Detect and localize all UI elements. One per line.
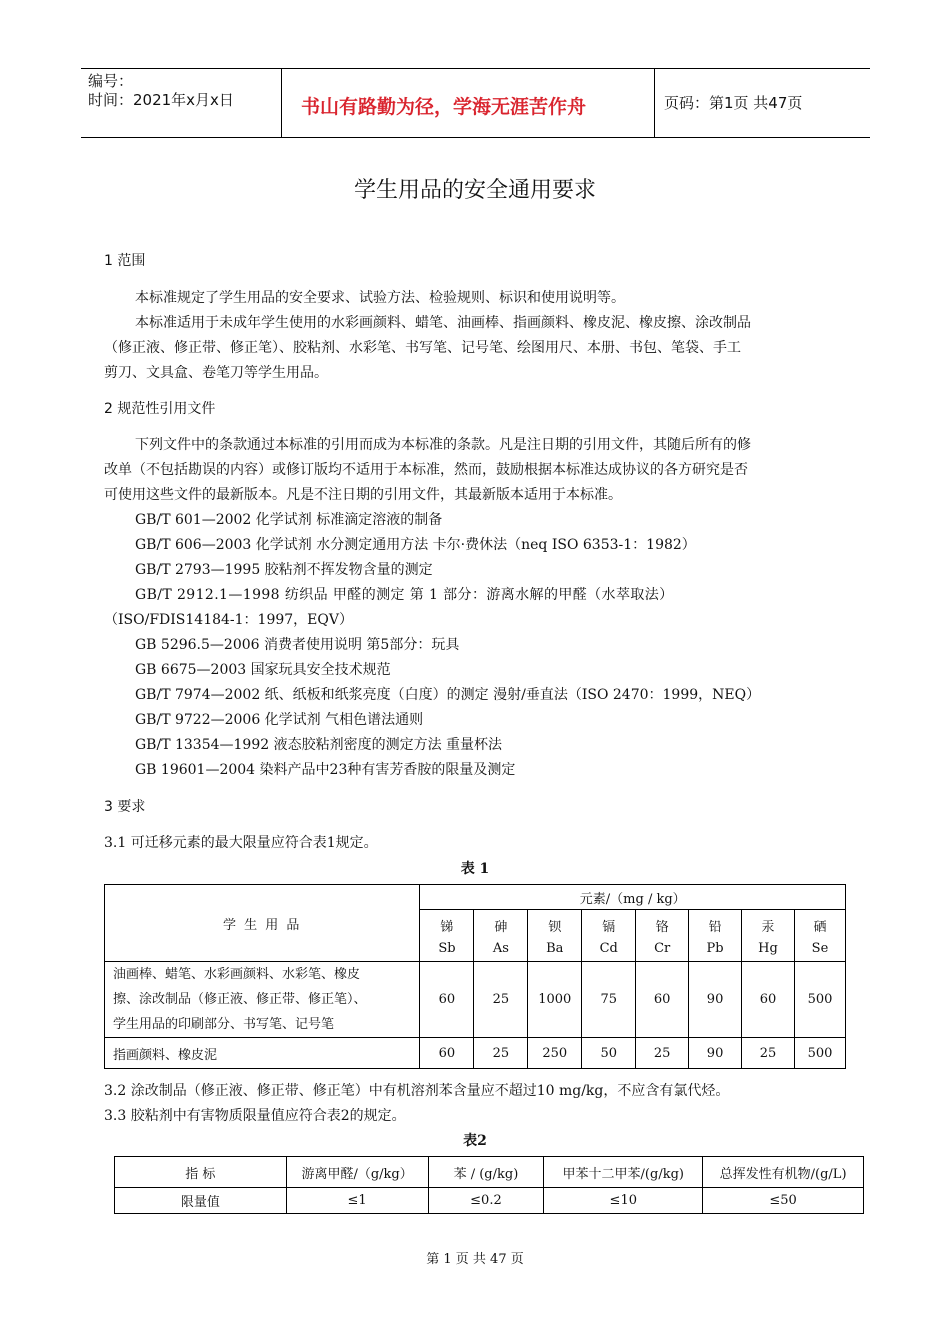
reference-item: GB/T 7974—2002 纸、纸板和纸浆亮度（白度）的测定 漫射/垂直法（ISO 2470：1999，NEQ） [135,687,761,703]
table-cell: ≤0.2 [428,1188,544,1214]
section-3-heading: 3 要求 [104,799,146,815]
element-header: 锑 Sb [420,910,474,962]
table-cell: 75 [582,962,636,1038]
section-2-heading: 2 规范性引用文件 [104,401,216,417]
table-cell: 50 [582,1038,636,1069]
table-cell: 500 [794,1038,845,1069]
reference-item: GB 5296.5—2006 消费者使用说明 第5部分：玩具 [135,637,460,653]
table-1-group-header: 元素/（mg / kg） [420,885,846,910]
table-cell: 60 [636,962,689,1038]
section-1-paragraph-2: 本标准适用于未成年学生使用的水彩画颜料、蜡笔、油画棒、指画颜料、橡皮泥、橡皮擦、涂改制品 [135,315,751,331]
reference-item: GB/T 9722—2006 化学试剂 气相色谱法通则 [135,712,424,728]
section-2-paragraph: 改单（不包括勘误的内容）或修订版均不适用于本标准，然而，鼓励根据本标准达成协议的各方研究是否 [104,462,748,478]
table-cell: ≤50 [703,1188,864,1214]
document-title: 学生用品的安全通用要求 [353,178,596,203]
product-label: 指画颜料、橡皮泥 [105,1038,420,1069]
table-cell: 限量值 [115,1188,287,1214]
table-2-caption: 表2 [463,1133,487,1149]
reference-item: GB 6675—2003 国家玩具安全技术规范 [135,662,391,678]
table-2-header: 甲苯十二甲苯/(g/kg) [544,1157,703,1188]
table-cell: 90 [689,1038,742,1069]
reference-item: GB/T 2912.1—1998 纺织品 甲醛的测定 第 1 部分：游离水解的甲醛（水萃取法） [135,587,674,603]
table-row [115,1188,864,1214]
element-header: 硒 Se [794,910,845,962]
table-cell: ≤1 [286,1188,428,1214]
table-cell: 25 [636,1038,689,1069]
element-header: 钡 Ba [528,910,582,962]
table-row [105,1038,846,1069]
table-1 [104,884,846,1069]
table-2-header: 指 标 [115,1157,287,1188]
table-row [105,962,846,1038]
table-cell: 60 [420,1038,474,1069]
section-1-heading: 1 范围 [104,253,146,269]
table-cell: 250 [528,1038,582,1069]
clause-3-3: 3.3 胶粘剂中有害物质限量值应符合表2的规定。 [104,1108,406,1124]
table-cell: 500 [794,962,845,1038]
header-page: 页码：第1页 共47页 [664,94,803,112]
table-cell: 90 [689,962,742,1038]
table-cell: 60 [742,962,795,1038]
table-cell: 25 [474,1038,528,1069]
table-cell: 25 [474,962,528,1038]
table-cell: 25 [742,1038,795,1069]
table-cell: 1000 [528,962,582,1038]
section-1-paragraph-1: 本标准规定了学生用品的安全要求、试验方法、检验规则、标识和使用说明等。 [135,290,625,306]
reference-item: GB 19601—2004 染料产品中23种有害芳香胺的限量及测定 [135,762,516,778]
table-2 [114,1156,864,1214]
header-number: 编号： [88,72,134,90]
header-divider [654,69,655,137]
reference-item: （ISO/FDIS14184-1：1997，EQV） [104,612,353,628]
table-1-row-header: 学 生 用 品 [105,885,420,962]
element-header: 铅 Pb [689,910,742,962]
element-header: 铬 Cr [636,910,689,962]
table-2-header: 苯 / (g/kg) [428,1157,544,1188]
header-time: 时间：2021年x月x日 [88,91,234,109]
page-footer: 第 1 页 共 47 页 [426,1252,524,1267]
section-2-paragraph: 可使用这些文件的最新版本。凡是不注日期的引用文件，其最新版本适用于本标准。 [104,487,622,503]
reference-item: GB/T 2793—1995 胶粘剂不挥发物含量的测定 [135,562,433,578]
element-header: 汞 Hg [742,910,795,962]
reference-item: GB/T 606—2003 化学试剂 水分测定通用方法 卡尔·费休法（neq ISO 6353-1：1982） [135,537,696,553]
table-1-caption: 表 1 [460,861,490,877]
header-motto: 书山有路勤为径，学海无涯苦作舟 [301,96,587,118]
element-header: 砷 As [474,910,528,962]
table-cell: 60 [420,962,474,1038]
reference-item: GB/T 13354—1992 液态胶粘剂密度的测定方法 重量杯法 [135,737,503,753]
section-1-paragraph-2: （修正液、修正带、修正笔）、胶粘剂、水彩笔、书写笔、记号笔、绘图用尺、本册、书包、笔袋、手工 [104,340,741,356]
reference-item: GB/T 601—2002 化学试剂 标准滴定溶液的制备 [135,512,443,528]
element-header: 镉 Cd [582,910,636,962]
clause-3-1: 3.1 可迁移元素的最大限量应符合表1规定。 [104,835,378,851]
header-divider [281,69,282,137]
table-2-header: 总挥发性有机物/(g/L) [703,1157,864,1188]
table-2-header: 游离甲醛/（g/kg） [286,1157,428,1188]
clause-3-2: 3.2 涂改制品（修正液、修正带、修正笔）中有机溶剂苯含量应不超过10 mg/kg，不应含有氯代烃。 [104,1083,730,1099]
table-cell: ≤10 [544,1188,703,1214]
section-1-paragraph-2: 剪刀、文具盒、卷笔刀等学生用品。 [104,365,328,381]
product-label: 油画棒、蜡笔、水彩画颜料、水彩笔、橡皮 擦、涂改制品（修正液、修正带、修正笔）、 学生用品的印刷部分、书写笔、记号笔 [105,962,420,1038]
section-2-paragraph: 下列文件中的条款通过本标准的引用而成为本标准的条款。凡是注日期的引用文件，其随后所有的修 [135,437,751,453]
